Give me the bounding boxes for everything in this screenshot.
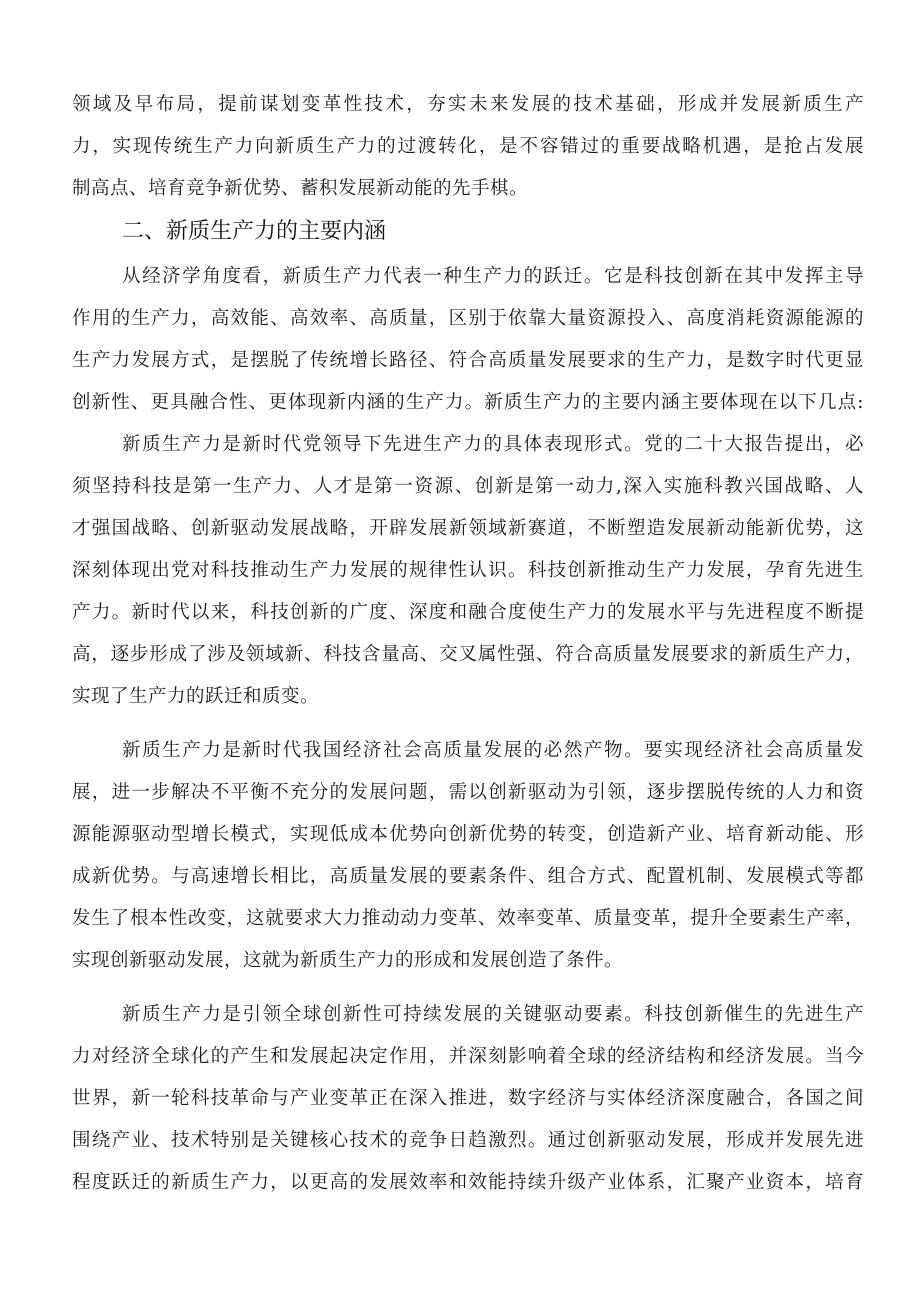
text-line: 力，实现传统生产力向新质生产力的过渡转化，是不容错过的重要战略机遇，是抢占发展 [72,136,864,157]
intro-paragraph [72,84,864,210]
text-line: 领域及早布局，提前谋划变革性技术，夯实未来发展的技术基础，形成并发展新质生产 [72,94,864,115]
text-line: 新质生产力是新时代我国经济社会高质量发展的必然产物。要实现经济社会高质量发 [122,740,864,761]
paragraph-high-quality-development [72,730,864,982]
text-line: 产力。新时代以来，科技创新的广度、深度和融合度使生产力的发展水平与先进程度不断提 [72,602,864,623]
text-line: 从经济学角度看，新质生产力代表一种生产力的跃迁。它是科技创新在其中发挥主导 [122,266,864,287]
text-line: 围绕产业、技术特别是关键核心技术的竞争日趋激烈。通过创新驱动发展，形成并发展先进 [72,1130,864,1151]
text-line: 展，进一步解决不平衡不充分的发展问题，需以创新驱动为引领，逐步摆脱传统的人力和资 [72,782,864,803]
text-line: 程度跃迁的新质生产力，以更高的发展效率和效能持续升级产业体系，汇聚产业资本，培育 [72,1172,864,1193]
text-line: 力对经济全球化的产生和发展起决定作用，并深刻影响着全球的经济结构和经济发展。当今 [72,1046,864,1067]
text-line: 高，逐步形成了涉及领域新、科技含量高、交叉属性强、符合高质量发展要求的新质生产力， [72,644,864,665]
text-line: 实现了生产力的跃迁和质变。 [72,686,320,707]
text-line: 源能源驱动型增长模式，实现低成本优势向创新优势的转变，创造新产业、培育新动能、形 [72,824,864,845]
text-line: 创新性、更具融合性、更体现新内涵的生产力。新质生产力的主要内涵主要体现在以下几点: [72,392,864,413]
text-line: 发生了根本性改变，这就要求大力推动动力变革、效率变革、质量变革，提升全要素生产率， [72,908,864,929]
text-line: 作用的生产力，高效能、高效率、高质量，区别于依靠大量资源投入、高度消耗资源能源的 [72,308,864,329]
section-heading: 二、新质生产力的主要内涵 [122,219,387,244]
text-line: 生产力发展方式，是摆脱了传统增长路径、符合高质量发展要求的生产力，是数字时代更显 [72,350,864,371]
text-line: 深刻体现出党对科技推动生产力发展的规律性认识。科技创新推动生产力发展，孕育先进生 [72,560,864,581]
text-line: 成新优势。与高速增长相比，高质量发展的要素条件、组合方式、配置机制、发展模式等都 [72,866,864,887]
paragraph-global-innovation [72,994,864,1204]
paragraph-economics-view [72,256,864,424]
text-line: 才强国战略、创新驱动发展战略，开辟发展新领域新赛道，不断塑造发展新动能新优势，这 [72,518,864,539]
text-line: 制高点、培育竞争新优势、蓄积发展新动能的先手棋。 [72,178,529,199]
text-line: 新质生产力是引领全球创新性可持续发展的关键驱动要素。科技创新催生的先进生产 [122,1004,864,1025]
text-line: 新质生产力是新时代党领导下先进生产力的具体表现形式。党的二十大报告提出，必 [122,434,864,455]
text-line: 世界，新一轮科技革命与产业变革正在深入推进，数字经济与实体经济深度融合，各国之间 [72,1088,864,1109]
text-line: 实现创新驱动发展，这就为新质生产力的形成和发展创造了条件。 [72,950,624,971]
document-page [72,84,864,1204]
text-line: 须坚持科技是第一生产力、人才是第一资源、创新是第一动力,深入实施科教兴国战略、人 [72,476,864,497]
paragraph-party-leadership [72,424,864,718]
